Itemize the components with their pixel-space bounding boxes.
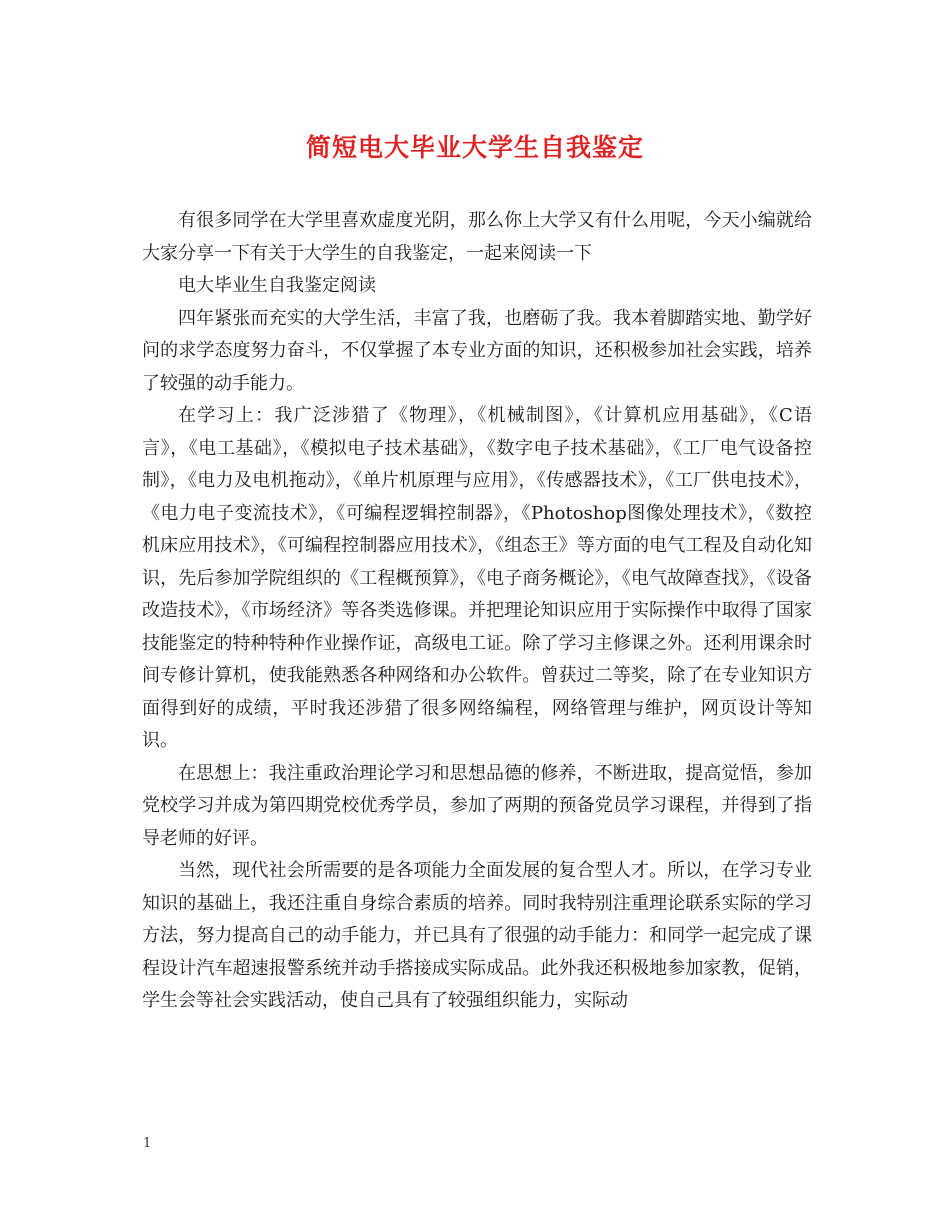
document-body — [142, 205, 812, 1018]
document-title: 简短电大毕业大学生自我鉴定 — [305, 133, 644, 162]
paragraph-ability: 当然，现代社会所需要的是各项能力全面发展的复合型人才。所以，在学习专业知识的基础上，我还注重自身综合素质的培养。同时我特别注重理论联系实际的学习方法，努力提高自己的动手能力，并已具有了很强的动手能力：和同学一起完成了课程设计汽车超速报警系统并动手搭接成实际成品。此外我还积极地参加家教，促销，学生会等社会实践活动，使自己具有了较强组织能力，实际动 — [142, 860, 812, 1011]
page-number: 1 — [143, 1136, 152, 1151]
paragraph-intro: 有很多同学在大学里喜欢虚度光阴，那么你上大学又有什么用呢，今天小编就给大家分享一下有关于大学生的自我鉴定，一起来阅读一下 — [142, 210, 812, 264]
paragraph-subheading: 电大毕业生自我鉴定阅读 — [178, 275, 376, 296]
paragraph-thought: 在思想上：我注重政治理论学习和思想品德的修养，不断进取，提高觉悟，参加党校学习并成为第四期党校优秀学员，参加了两期的预备党员学习课程，并得到了指导老师的好评。 — [142, 762, 812, 849]
paragraph-overview: 四年紧张而充实的大学生活，丰富了我，也磨砺了我。我本着脚踏实地、勤学好问的求学态度努力奋斗，不仅掌握了本专业方面的知识，还积极参加社会实践，培养了较强的动手能力。 — [142, 307, 812, 394]
paragraph-study: 在学习上：我广泛涉猎了《物理》，《机械制图》，《计算机应用基础》，《C语言》，《电工基础》，《模拟电子技术基础》，《数字电子技术基础》，《工厂电气设备控制》，《电力及电机拖动》，《单片机原理与应用》，《传感器技术》，《工厂供电技术》，《电力电子变流技术》，《可编程逻辑控制器》，《Photoshop图像处理技术》，《数控机床应用技术》，《可编程控制器应用技术》，《组态王》等方面的电气工程及自动化知识，先后参加学院组织的《工程概预算》，《电子商务概论》，《电气故障查找》，《设备改造技术》，《市场经济》等各类选修课。并把理论知识应用于实际操作中取得了国家技能鉴定的特种特种作业操作证，高级电工证。除了学习主修课之外。还利用课余时间专修计算机，使我能熟悉各种网络和办公软件。曾获过二等奖，除了在专业知识方面得到好的成绩，平时我还涉猎了很多网络编程，网络管理与维护，网页设计等知识。 — [142, 405, 812, 751]
